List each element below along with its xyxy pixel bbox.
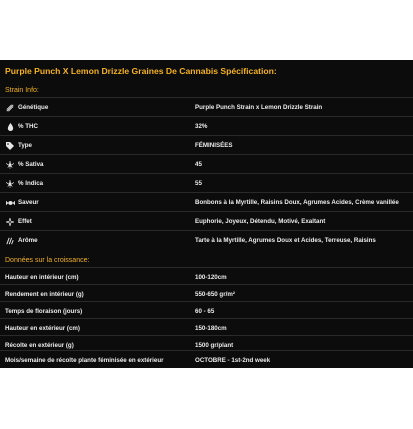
sparkle-icon bbox=[5, 212, 15, 231]
drop-icon bbox=[5, 117, 15, 136]
row-genetique: Génétique Purple Punch Strain x Lemon Drizzle Strain bbox=[0, 97, 413, 117]
spec-title: Purple Punch X Lemon Drizzle Graines De Cannabis Spécification: bbox=[5, 66, 277, 76]
row-harvest-month: Mois/semaine de récolte plante féminisée en extérieur OCTOBRE - 1st-2nd week bbox=[0, 350, 413, 370]
cannabis-leaf-icon bbox=[5, 174, 15, 193]
aroma-waves-icon bbox=[5, 231, 15, 250]
row-indica: % Indica 55 bbox=[0, 173, 413, 193]
candy-icon bbox=[5, 193, 15, 212]
row-indoor-yield: Rendement en intérieur (g) 550-650 gr/m² bbox=[0, 284, 413, 304]
row-outdoor-harvest: Récolte en extérieur (g) 1500 gr/plant bbox=[0, 335, 413, 355]
tag-icon bbox=[5, 136, 15, 155]
row-indoor-height: Hauteur en intérieur (cm) 100-120cm bbox=[0, 267, 413, 287]
row-sativa: % Sativa 45 bbox=[0, 154, 413, 174]
row-saveur: Saveur Bonbons à la Myrtille, Raisins Doux, Agrumes Acides, Crème vanillée bbox=[0, 192, 413, 212]
row-thc: % THC 32% bbox=[0, 116, 413, 136]
row-outdoor-height: Hauteur en extérieur (cm) 150-180cm bbox=[0, 318, 413, 338]
spec-panel bbox=[0, 60, 413, 368]
section-strain-info: Strain Info: bbox=[5, 87, 39, 94]
cannabis-leaf-icon bbox=[5, 155, 15, 174]
row-flowering-time: Temps de floraison (jours) 60 - 65 bbox=[0, 301, 413, 321]
section-growth-data: Données sur la croissance: bbox=[5, 257, 90, 264]
row-effet: Effet Euphorie, Joyeux, Détendu, Motivé, Exaltant bbox=[0, 211, 413, 231]
row-arome: Arôme Tarte à la Myrtille, Agrumes Doux et Acides, Terreuse, Raisins bbox=[0, 230, 413, 250]
dna-icon bbox=[5, 98, 15, 117]
row-type: Type FÉMINISÉES bbox=[0, 135, 413, 155]
